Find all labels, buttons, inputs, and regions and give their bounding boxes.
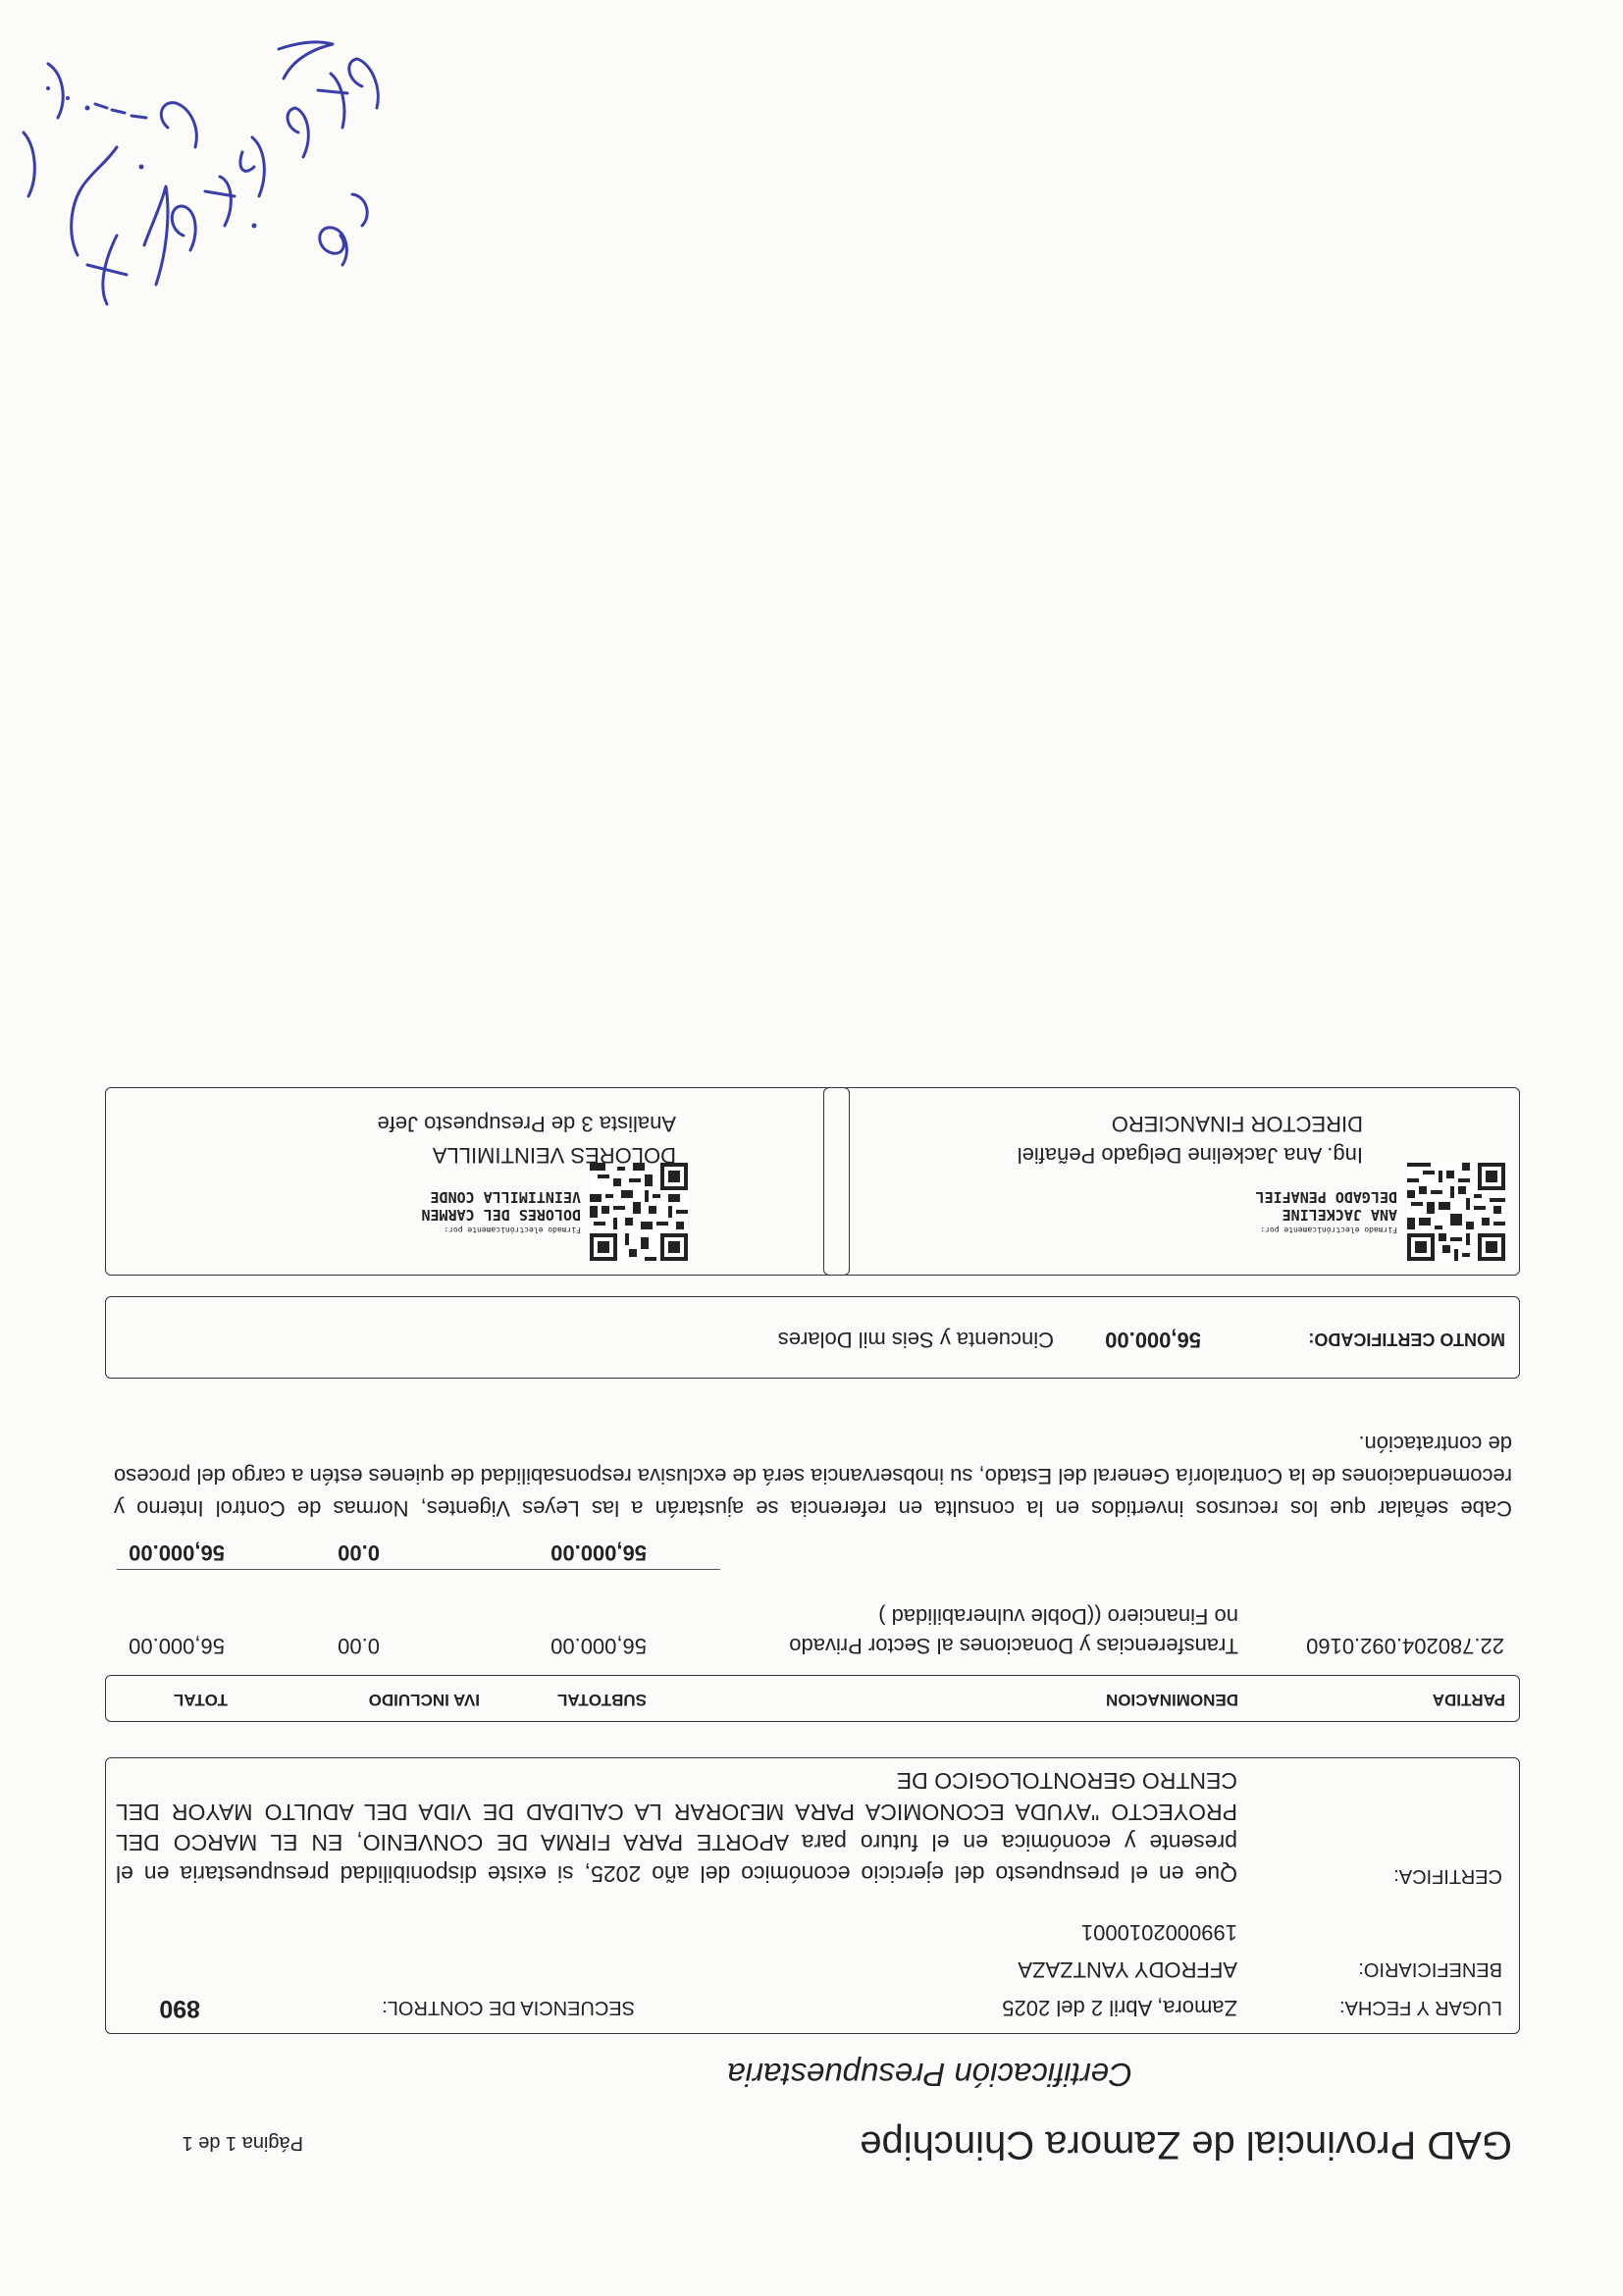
document-subtitle: Certificación Presupuestaria: [727, 2057, 1132, 2093]
row-iva: 0.00: [338, 1634, 380, 1658]
row-total: 56,000.00: [129, 1634, 225, 1658]
row-denominacion-1: Transferencias y Donaciones al Sector Privado: [789, 1634, 1238, 1658]
institution-title: GAD Provincial de Zamora Chinchipe: [860, 2123, 1512, 2166]
analista-role: Analista 3 de Presupuesto Jefe: [377, 1112, 676, 1136]
signature-name-line-2: VEINTIMILLA CONDE: [430, 1188, 581, 1206]
th-iva: IVA INCLUIDO: [368, 1691, 480, 1709]
th-partida: PARTIDA: [1432, 1691, 1505, 1709]
director-name: Ing. Ana Jackeline Delgado Peñafiel: [1017, 1143, 1363, 1168]
monto-words: Cincuenta y Seis mil Dolares: [777, 1328, 1054, 1352]
handwritten-annotation: [9, 10, 401, 343]
signature-small-label: Firmado electrónicamente por:: [444, 1226, 581, 1234]
row-subtotal: 56,000.00: [550, 1634, 647, 1658]
total-total: 56,000.00: [129, 1540, 225, 1565]
secuencia-label: SECUENCIA DE CONTROL:: [382, 1997, 635, 2018]
certifica-text: Que en el presupuesto del ejercicio económico del año 2025, si existe disponibilidad presupuestaria en el presente y económica en el futuro para APORTE PARA FIRMA DE CONVENIO, EN EL MARCO DEL PROYECTO "AYUDA ECONOMICA PARA MEJORAR LA CALIDAD DE VIDA DEL ADULTO MAYOR DEL CENTRO GERONTOLOGICO DE: [116, 1768, 1237, 1887]
beneficiario-value: AFFRODY YANTZAZA: [1018, 1957, 1237, 1982]
row-partida: 22.780204.092.0160: [1306, 1634, 1504, 1658]
analista-name: DOLORES VEINTIMILLA: [432, 1143, 676, 1168]
th-total: TOTAL: [173, 1691, 228, 1709]
row-denominacion-2: no Financiero ((Doble vulnerabilidad ): [878, 1604, 1238, 1629]
total-iva: 0.00: [338, 1540, 380, 1565]
table-header-box: [105, 1675, 1520, 1722]
signature-name-line-1: DOLORES DEL CARMEN: [421, 1206, 581, 1224]
signature-name-line-1: ANA JACKELINE: [1282, 1206, 1397, 1224]
qr-code-icon: [1407, 1163, 1505, 1261]
lugar-value: Zamora, Abril 2 del 2025: [1002, 1996, 1237, 2020]
th-denominacion: DENOMINACION: [1105, 1691, 1238, 1709]
signature-small-label: Firmado electrónicamente por:: [1260, 1226, 1397, 1234]
page-number: Página 1 de 1: [182, 2132, 303, 2154]
ruc-value: 1990002010001: [1080, 1920, 1237, 1945]
beneficiario-label: BENEFICIARIO:: [1358, 1958, 1502, 1980]
total-subtotal: 56,000.00: [550, 1540, 647, 1565]
th-subtotal: SUBTOTAL: [557, 1691, 647, 1709]
director-role: DIRECTOR FINANCIERO: [1111, 1112, 1363, 1136]
certifica-label: CERTIFICA:: [1393, 1865, 1502, 1887]
totals-divider: [117, 1569, 720, 1570]
legal-note: Cabe señalar que los recursos invertidos en la consulta en referencia se ajustarán a las Leyes Vigentes, Normas de Control Interno y recomendaciones de la Contraloría General del Estado, su inobservancia será de exclusiva responsabilidad de quienes estén a cargo del proceso de contratación.: [114, 1432, 1512, 1521]
qr-code-icon: [590, 1163, 688, 1261]
signature-name-line-2: DELGADO PENAFIEL: [1255, 1188, 1397, 1206]
lugar-label: LUGAR Y FECHA:: [1339, 1997, 1502, 2018]
monto-label: MONTO CERTIFICADO:: [1308, 1330, 1505, 1349]
secuencia-value: 890: [159, 1995, 200, 2022]
monto-value: 56,000.00: [1105, 1328, 1201, 1352]
